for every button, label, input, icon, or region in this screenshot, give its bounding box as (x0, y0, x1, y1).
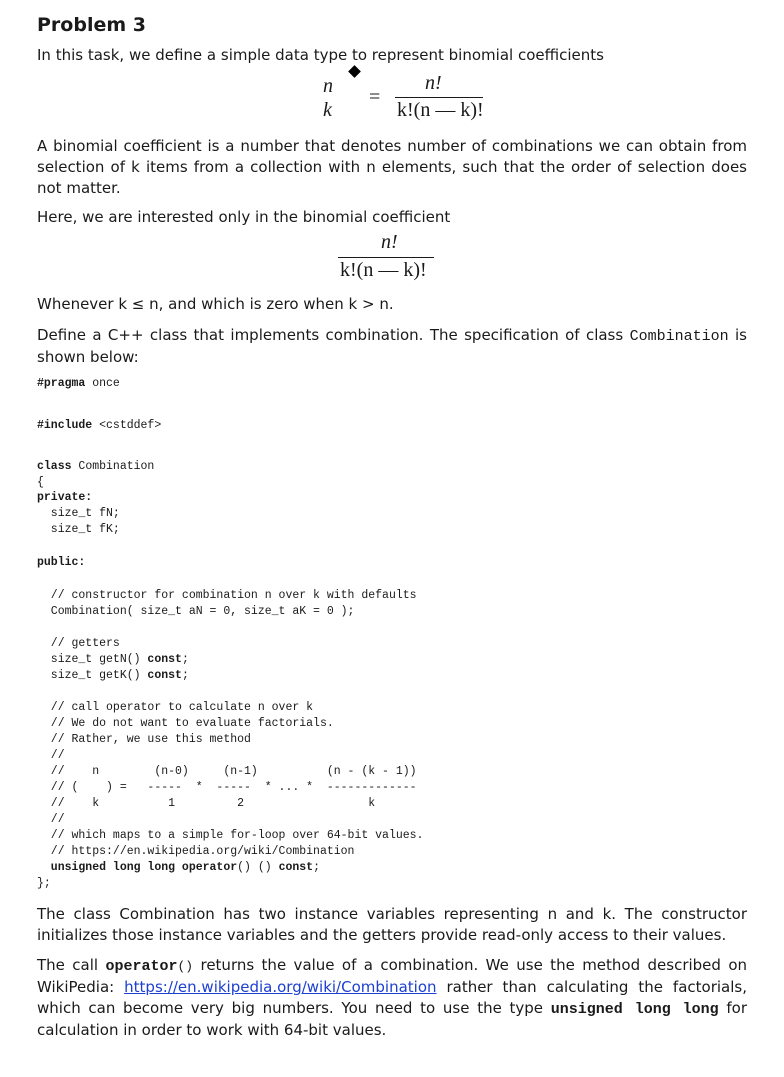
code-member-fn: size_t fN; (37, 507, 120, 520)
interest-text: Here, we are interested only in the binomial coefficient (37, 208, 451, 226)
code-comment-6: // ( ) = ----- * ----- * ... * ------------- (37, 781, 417, 794)
intro-text: In this task, we define a simple data type to represent binomial coefficients (37, 46, 604, 64)
code-comment-5: // n (n-0) (n-1) (n - (k - 1)) (37, 765, 417, 778)
code-getk: size_t getK() const; (37, 669, 189, 682)
fraction2-bar (338, 257, 434, 258)
wikipedia-link[interactable]: https://en.wikipedia.org/wiki/Combination (124, 978, 437, 996)
formula-equals: = (369, 86, 381, 108)
formula2-numerator: n! (381, 231, 398, 253)
code-member-fk: size_t fK; (37, 523, 120, 536)
code-open-brace: { (37, 476, 44, 489)
code-class-decl: class Combination (37, 460, 155, 473)
code-include: #include <cstddef> (37, 419, 162, 432)
formula-numerator: n! (425, 72, 442, 94)
fraction-bar (395, 97, 483, 98)
code-operator: unsigned long long operator() () const; (37, 861, 320, 874)
code-comment-2: // We do not want to evaluate factorials. (37, 717, 334, 730)
code-comment-9: // which maps to a simple for-loop over 64-bit values. (37, 829, 424, 842)
code-private: private: (37, 491, 93, 504)
formula-denominator: k!(n — k)! (397, 99, 484, 121)
formula-k: k (323, 99, 332, 121)
code-comment-8: // (37, 813, 65, 826)
define-paragraph: Define a C++ class that implements combination. The specification of class Combination is shown below: (37, 326, 747, 366)
code-comment-7: // k 1 2 k (37, 797, 376, 810)
whenever-text: Whenever k ≤ n, and which is zero when k > n. (37, 295, 394, 313)
type-code: unsigned long long (550, 1001, 719, 1018)
call-paragraph: The call operator() returns the value of a combination. We use the method described on WikiPedia: https://en.wikipedia.org/wiki/Combination rather than calculating the factorials, which can become very big numbers. You need to use the type unsigned long long for calculation in order to work with 64-bit values. (37, 956, 748, 1039)
code-comment-1: // call operator to calculate n over k (37, 701, 314, 714)
code-close: }; (37, 877, 51, 890)
code-pragma: #pragma once (37, 377, 120, 390)
code-comment-constructor: // constructor for combination n over k with defaults (37, 589, 417, 602)
code-comment-getters: // getters (37, 637, 120, 650)
code-constructor: Combination( size_t aN = 0, size_t aK = 0 ); (37, 605, 355, 618)
code-getn: size_t getN() const; (37, 653, 189, 666)
diamond-icon (348, 65, 361, 78)
problem-title: Problem 3 (37, 14, 146, 36)
code-public: public: (37, 556, 86, 569)
instance-paragraph: The class Combination has two instance variables representing n and k. The constructor initializes those instance variables and the getters provide read-only access to their values. (37, 905, 747, 944)
formula2-denominator: k!(n — k)! (340, 259, 427, 281)
class-name-code: Combination (629, 328, 729, 345)
code-comment-4: // (37, 749, 65, 762)
operator-code: operator (105, 958, 178, 975)
code-comment-3: // Rather, we use this method (37, 733, 251, 746)
formula-n: n (323, 75, 333, 97)
code-comment-10: // https://en.wikipedia.org/wiki/Combination (37, 845, 355, 858)
definition-paragraph: A binomial coefficient is a number that denotes number of combinations we can obtain from selection of k items from a collection with n elements, such that the order of selection does not matter. (37, 137, 747, 197)
